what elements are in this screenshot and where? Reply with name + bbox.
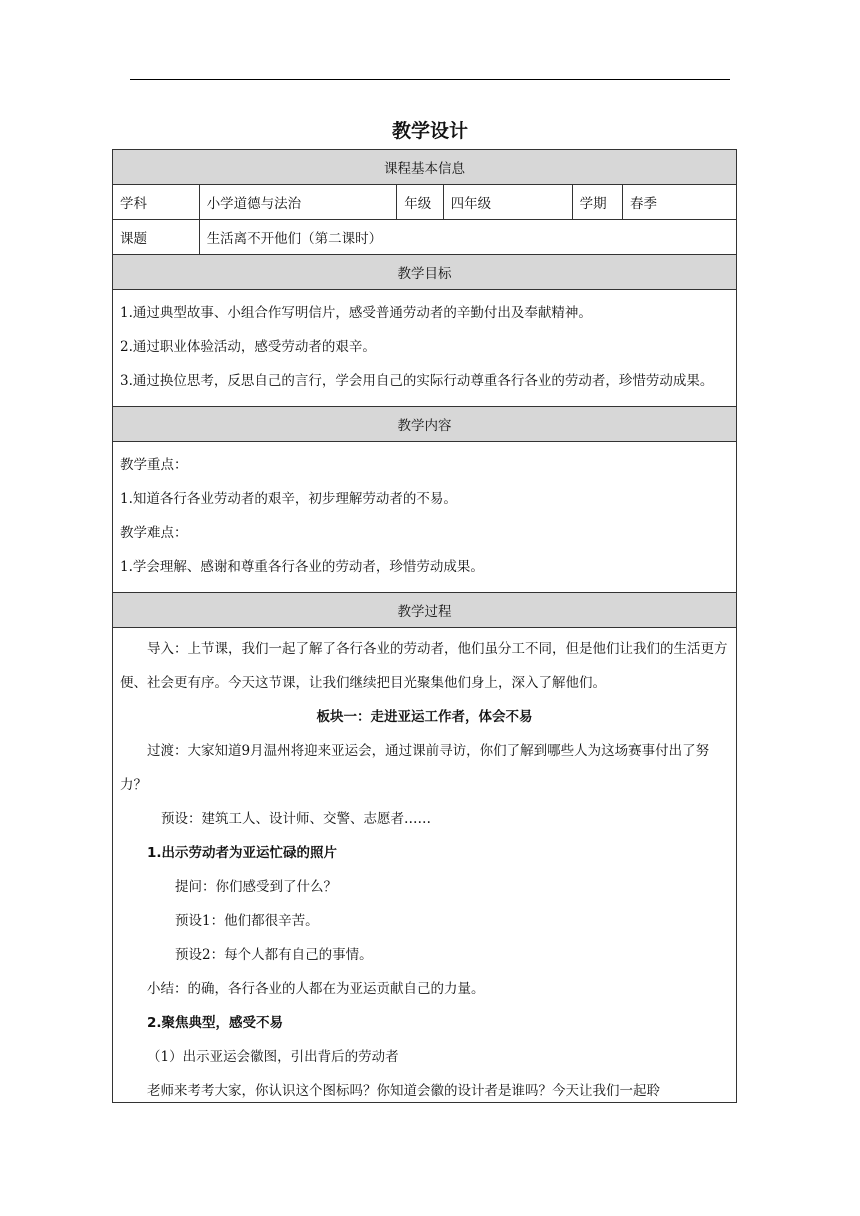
- teacher-line: 老师来考考大家，你认识这个图标吗？你知道会徽的设计者是谁吗？今天让我们一起聆: [147, 1083, 660, 1098]
- block-title: 板块一：走进亚运工作者，体会不易: [316, 709, 533, 725]
- difficulty-label: 教学难点：: [120, 525, 188, 541]
- goal-item: 2.通过职业体验活动，感受劳动者的艰辛。: [120, 339, 376, 355]
- section-header: 教学过程: [113, 593, 737, 628]
- subject-label: 学科: [113, 185, 200, 220]
- preset-line: 预设1：他们都很辛苦。: [175, 913, 319, 929]
- info-row: [113, 185, 737, 220]
- difficulty-item: 1.学会理解、感谢和尊重各行各业的劳动者，珍惜劳动成果。: [120, 559, 484, 575]
- step-title: 2.聚焦典型，感受不易: [147, 1015, 284, 1031]
- section-header: 课程基本信息: [113, 150, 737, 185]
- section-content: [113, 407, 737, 442]
- preset-line: 预设2：每个人都有自己的事情。: [175, 947, 373, 963]
- step-title: 1.出示劳动者为亚运忙碌的照片: [147, 845, 338, 861]
- goal-item: 1.通过典型故事、小组合作写明信片，感受普通劳动者的辛勤付出及奉献精神。: [120, 305, 592, 321]
- grade-label: 年级: [397, 185, 443, 220]
- page-title: 教学设计: [391, 120, 468, 142]
- preset-line: 预设：建筑工人、设计师、交警、志愿者……: [161, 811, 431, 827]
- subject-value: 小学道德与法治: [199, 185, 397, 220]
- section-header: 教学内容: [113, 407, 737, 442]
- goal-item: 3.通过换位思考，反思自己的言行，学会用自己的实际行动尊重各行各业的劳动者，珍惜劳动成果。: [120, 373, 714, 389]
- term-label: 学期: [572, 185, 622, 220]
- section-basic-info: [113, 150, 737, 185]
- goals-row: [113, 290, 737, 407]
- section-process: [113, 593, 737, 628]
- key-label: 教学重点：: [120, 457, 188, 473]
- intro-paragraph: 导入：上节课，我们一起了解了各行各业的劳动者，他们虽分工不同，但是他们让我们的生活更方便、社会更有序。今天这节课，让我们继续把目光聚集他们身上，深入了解他们。: [120, 641, 728, 691]
- section-header: 教学目标: [113, 255, 737, 290]
- key-item: 1.知道各行各业劳动者的艰辛，初步理解劳动者的不易。: [120, 491, 457, 507]
- summary-line: 小结：的确，各行各业的人都在为亚运贡献自己的力量。: [147, 981, 485, 997]
- term-value: 春季: [623, 185, 737, 220]
- transition-paragraph: 过渡：大家知道9月温州将迎来亚运会，通过课前寻访，你们了解到哪些人为这场赛事付出了努力？: [120, 743, 710, 793]
- content-row: [113, 442, 737, 593]
- topic-value: 生活离不开他们（第二课时）: [199, 220, 736, 255]
- grade-value: 四年级: [443, 185, 572, 220]
- question-line: 提问：你们感受到了什么？: [175, 879, 337, 895]
- header-rule: [130, 79, 730, 80]
- section-goals: [113, 255, 737, 290]
- topic-label: 课题: [113, 220, 200, 255]
- topic-row: [113, 220, 737, 255]
- lesson-table: [112, 149, 737, 1103]
- process-row: [113, 628, 737, 1103]
- sub-step-line: （1）出示亚运会徽图，引出背后的劳动者: [147, 1049, 399, 1065]
